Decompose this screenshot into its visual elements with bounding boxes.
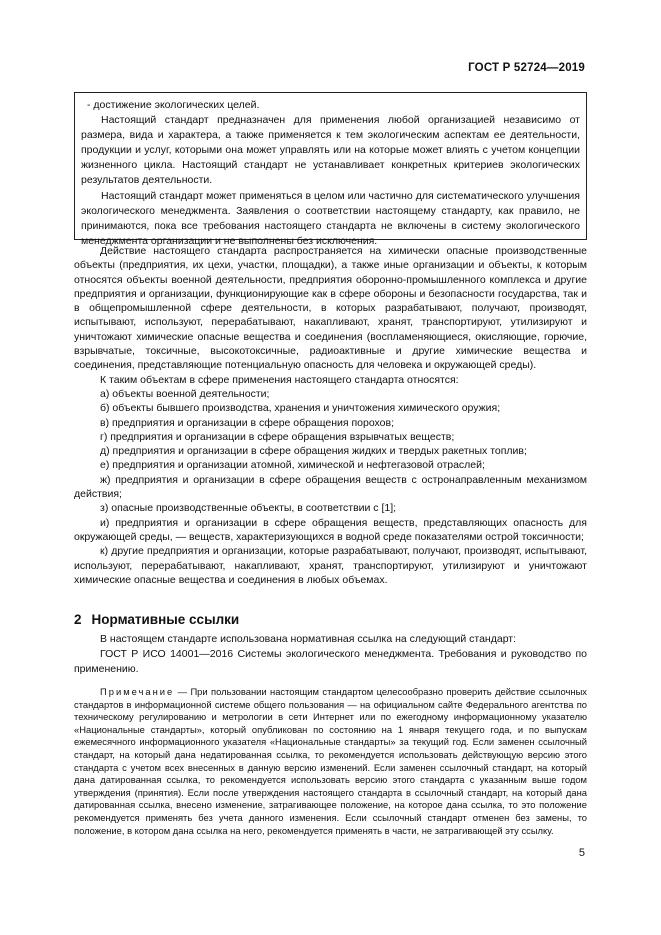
section-title-text: Нормативные ссылки xyxy=(91,612,240,627)
list-item: з) опасные производственные объекты, в соответствии с [1]; xyxy=(100,502,397,515)
section-heading xyxy=(74,612,239,627)
page-number: 5 xyxy=(578,847,585,859)
list-item: в) предприятия и организации в сфере обращения порохов; xyxy=(100,416,395,429)
boxed-paragraph: - достижение экологических целей. xyxy=(87,99,260,111)
framed-text-block xyxy=(74,92,587,247)
list-item: ж) предприятия и организации в сфере обращения веществ с остронаправленным механизмом действия; xyxy=(74,473,587,501)
boxed-paragraph: Настоящий стандарт предназначен для применения любой организацией независимо от размера, вида и характера, а также применяется к тем экологическим аспектам ее деятельности, продукции и услуг, которыми она может управлять или на которые может влиять с учетом концепции жизненного цикла. Настоящий стандарт не устанавливает конкретных критериев экологических результатов деятельности. xyxy=(81,114,580,187)
list-item: г) предприятия и организации в сфере обращения взрывчатых веществ; xyxy=(100,430,455,443)
list-item: а) объекты военной деятельности; xyxy=(100,387,270,400)
note-label: Примечание xyxy=(100,686,175,697)
reference-item: ГОСТ Р ИСО 14001—2016 Системы экологического менеджмента. Требования и руководство по применению. xyxy=(74,648,587,675)
scope-section xyxy=(74,244,587,587)
list-item: д) предприятия и организации в сфере обращения жидких и твердых ракетных топлив; xyxy=(100,445,527,458)
note-block xyxy=(74,686,587,837)
list-item: б) объекты бывшего производства, хранения и уничтожения химического оружия; xyxy=(100,402,501,415)
note-text: — При пользовании настоящим стандартом целесообразно проверить действие ссылочных стандартов в информационной системе общего пользования — на официальном сайте Федерального агентства по техническому регулированию и метрологии в сети Интернет или по ежегодному информационному указателю «Национальные стандарты», который опубликован по состоянию на 1 января текущего года, и по выпускам ежемесячного информационного указателя «Национальные стандарты» за текущий год. Если заменен ссылочный стандарт, на который дана недатированная ссылка, то рекомендуется использовать действующую версию этого стандарта с учетом всех внесенных в данную версию изменений. Если заменен ссылочный стандарт, на который дана датированная ссылка, то рекомендуется использовать версию этого стандарта с указанным выше годом утверждения (принятия). Если после утверждения настоящего стандарта в ссылочный стандарт, на который дана датированная ссылка, внесено изменение, затрагивающее положение, на которое дана ссылка, то это положение рекомендуется применять без учета данного изменения. Если ссылочный стандарт отменен без замены, то положение, в котором дана ссылка на него, рекомендуется применять в части, не затрагивающей эту ссылку. xyxy=(74,686,587,836)
list-item: и) предприятия и организации в сфере обращения веществ, представляющих опасность для окружающей среды, — веществ, характеризующихся в водной среде показателями острой токсичности; xyxy=(74,516,587,543)
reference-intro: В настоящем стандарте использована нормативная ссылка на следующий стандарт: xyxy=(100,633,517,645)
boxed-paragraph: Настоящий стандарт может применяться в целом или частично для систематического улучшения экологического менеджмента. Заявления о соответствии настоящему стандарту, как правило, не принимаются, пока все требования настоящего стандарта не включены в систему экологического менеджмента организации и не выполнены без исключения. xyxy=(81,189,580,247)
normative-references xyxy=(74,632,587,677)
section-number: 2 xyxy=(74,612,82,627)
list-item: к) другие предприятия и организации, которые разрабатывают, получают, производят, испытывают, используют, перерабатывают, накапливают, хранят, транспортируют, утилизируют и уничтожают химические опасные вещества и соединения в любых объемах. xyxy=(74,545,587,586)
document-header: ГОСТ Р 52724—2019 xyxy=(468,62,585,74)
list-lead: К таким объектам в сфере применения настоящего стандарта относятся: xyxy=(100,373,459,386)
list-item: е) предприятия и организации атомной, химической и нефтегазовой отраслей; xyxy=(100,459,485,472)
note-paragraph xyxy=(74,686,587,837)
scope-intro-paragraph: Действие настоящего стандарта распространяется на химически опасные производственные объекты (предприятия, их цехи, участки, площадки), а также иные организации и объекты, к которым относятся объекты военной деятельности, предприятия оборонно-промышленного комплекса и другие предприятия и организации, функционирующие как в сфере обороны и безопасности государства, так и в общепромышленной сфере деятельности, в которых разрабатывают, получают, производят, испытывают, используют, перерабатывают, накапливают, хранят, транспортируют, утилизируют и уничтожают химические опасные вещества и соединения (воспламеняющиеся, окисляющие, горючие, взрывчатые, токсичные, высокотоксичные, радиоактивные и другие химические вещества и соединения, представляющие потенциальную опасность для человека и окружающей среды). xyxy=(74,245,587,372)
